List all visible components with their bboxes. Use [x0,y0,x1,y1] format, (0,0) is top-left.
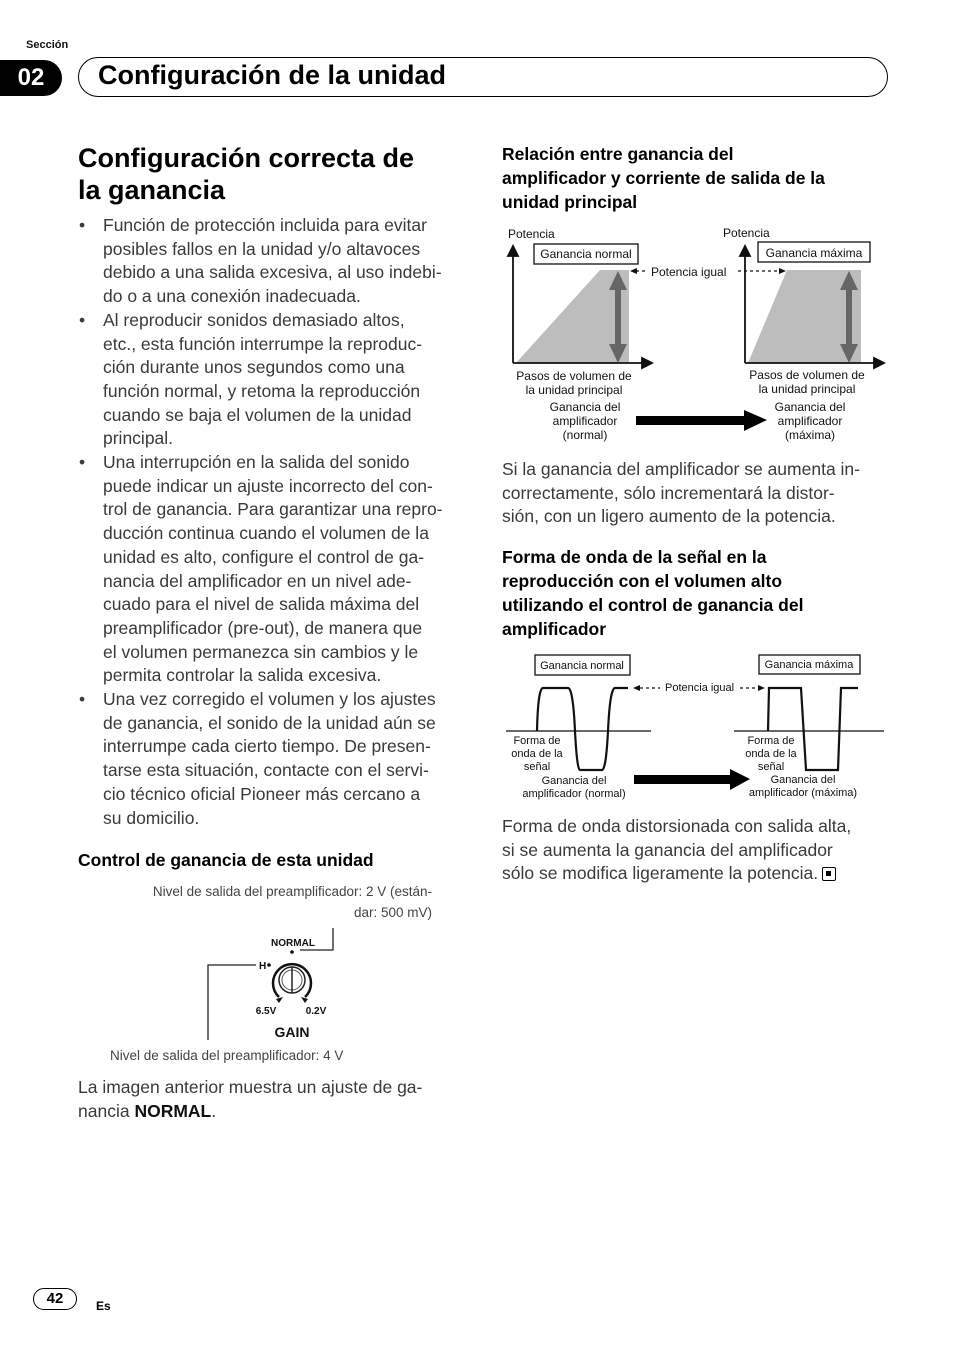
knob-left-value: 6.5V [255,1006,277,1017]
bullet-line: posibles fallos en la unidad y/o altavoces [103,238,421,259]
control-heading: Control de ganancia de esta unidad [78,850,374,870]
svg-text:onda de la: onda de la [511,748,563,760]
svg-text:amplificador (máxima): amplificador (máxima) [748,787,858,799]
title-line: la ganancia [78,175,226,205]
svg-text:Potencia igual: Potencia igual [665,682,735,694]
svg-text:señal: señal [757,761,785,773]
knob-normal-label: NORMAL [271,938,315,949]
equal-power-label: Potencia igual [651,265,727,279]
svg-text:amplificador: amplificador [777,414,843,428]
svg-text:Ganancia máxima: Ganancia máxima [764,659,854,671]
bullet-line: interrumpe cada cierto tiempo. De presen- [103,736,431,757]
gain-power-diagram [508,226,884,442]
bullet-line: ción durante unos segundos como una [103,357,405,378]
knob-gain-label: GAIN [274,1024,310,1040]
caption-line: La imagen anterior muestra un ajuste de ga- [78,1077,423,1097]
page-number: 42 [33,1288,77,1310]
section-title: Configuración de la unidad [98,60,447,90]
label-line: dar: 500 mV) [353,905,432,920]
bullet-line: cuado para el nivel de salida máxima del [103,594,420,615]
svg-text:Ganancia del: Ganancia del [770,774,836,786]
svg-text:amplificador: amplificador [552,414,618,428]
bullet-line: preamplificador (pre-out), de manera que [103,617,423,638]
label-line: Nivel de salida del preamplificador: 2 V (están- [152,884,432,899]
svg-text:Ganancia normal: Ganancia normal [540,660,624,672]
svg-text:Ganancia del: Ganancia del [549,400,621,414]
h-leader-line [208,965,256,1040]
waveform-diagram [506,655,884,800]
bullet-line: tarse esta situación, contacte con el servi- [103,760,429,781]
bullet-line: unidad es alto, configure el control de ga- [103,546,425,567]
bullet-icon: • [79,452,86,473]
svg-text:Ganancia del: Ganancia del [541,775,607,787]
bullet-line: debido a una salida excesiva, al uso indebi- [103,262,442,283]
bullet-line: nancia del amplificador en un nivel ade- [103,570,412,591]
svg-text:Forma de: Forma de [747,735,795,747]
bullet-line: cuando se baja el volumen de la unidad [103,404,412,425]
svg-text:onda de la: onda de la [745,748,797,760]
caption-line: nancia NORMAL. [78,1100,217,1121]
svg-text:Pasos de volumen de: Pasos de volumen de [516,369,632,383]
svg-text:la unidad principal: la unidad principal [525,383,623,397]
svg-text:señal: señal [523,761,551,773]
heading-gain-relation: Relación entre ganancia del amplificador y corriente de salida de la unidad principal [502,144,825,212]
svg-text:la unidad principal: la unidad principal [758,382,856,396]
bullet-line: cio técnico oficial Pioneer más cercano a [103,783,421,804]
right-arrow-icon [634,769,750,790]
paragraph-gain-increase: Si la ganancia del amplificador se aumenta in- correctamente, sólo incrementará la distor- sión, con un ligero aumento de la potencia. [502,459,860,527]
bullet-line: Al reproducir sonidos demasiado altos, [103,309,405,330]
bullet-icon: • [79,309,86,330]
bullet-line: do o a una conexión inadecuada. [103,286,361,307]
bullet-line: Una vez corregido el volumen y los ajustes [103,689,436,710]
bullet-line: función normal, y retoma la reproducción [103,380,421,401]
bullet-icon: • [79,215,86,235]
y-axis-label: Potencia [723,226,770,240]
box-max: Ganancia máxima [765,246,863,260]
knob-h-label: H [259,961,267,972]
section-number-badge: 02 [0,60,62,96]
language-label: Es [96,1299,111,1313]
bullet-line: ducción continua cuando el volumen de la [103,523,429,544]
svg-text:amplificador (normal): amplificador (normal) [522,788,626,800]
svg-text:(normal): (normal) [562,428,608,442]
end-of-section-icon [822,867,836,881]
knob-label-bottom: Nivel de salida del preamplificador: 4 V [110,1048,344,1063]
bullet-line: Función de protección incluida para evitar [103,215,427,235]
svg-text:Ganancia del: Ganancia del [774,400,846,414]
paragraph-distorted: Forma de onda distorsionada con salida alta, si se aumenta la ganancia del amplificador sólo se modifica ligeramente la potencia. [502,816,852,884]
bullet-icon: • [79,689,86,710]
caption [78,1076,422,1123]
svg-text:Pasos de volumen de: Pasos de volumen de [749,368,865,382]
bullet-line: etc., esta función interrumpe la reproduc- [103,333,423,354]
bullet-line: Una interrupción en la salida del sonido [103,452,410,473]
right-arrow-icon [636,410,767,431]
bullet-line: de ganancia, el sonido de la unidad aún se [103,712,436,733]
bullet-line: su domicilio. [103,807,200,828]
bullet-line: puede indicar un ajuste incorrecto del con- [103,475,433,496]
heading-waveform: Forma de onda de la señal en la reproducción con el volumen alto utilizando el control de ganancia del amplificador [502,547,804,639]
svg-text:(máxima): (máxima) [785,428,835,442]
y-axis-label: Potencia [508,227,555,241]
knob-right-value: 0.2V [305,1006,327,1017]
bullet-line: principal. [103,428,174,449]
box-normal: Ganancia normal [540,247,632,261]
bullet-line: permita controlar la salida excesiva. [103,665,382,686]
bullet-line: el volumen permanezca sin cambios y le [103,641,419,662]
title-line: Configuración correcta de [78,143,415,173]
svg-text:Forma de: Forma de [513,735,561,747]
caption-bold: NORMAL [134,1100,212,1121]
section-label: Sección [26,39,69,51]
bullet-line: trol de ganancia. Para garantizar una repro- [103,499,443,520]
